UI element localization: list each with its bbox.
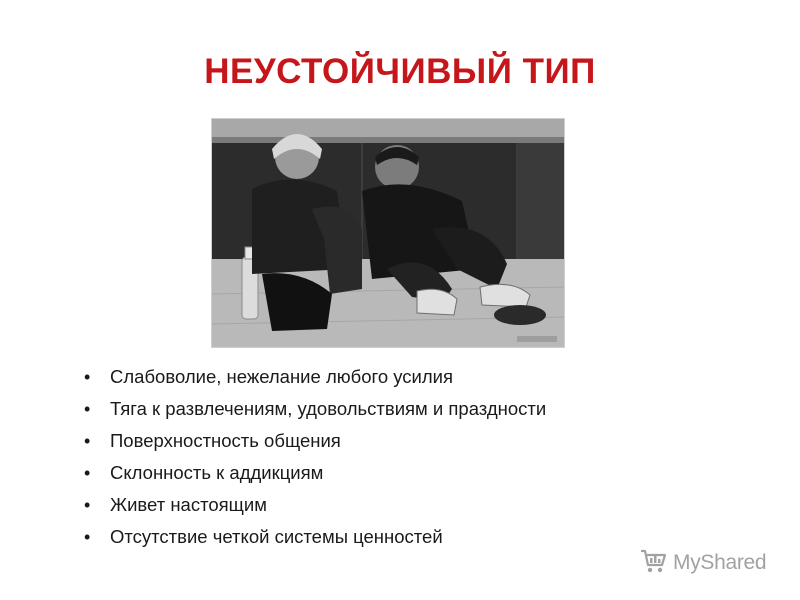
cart-chart-icon	[639, 547, 667, 580]
bullet-marker: •	[84, 495, 91, 515]
slide-photo	[211, 118, 565, 348]
bullet-marker: •	[84, 399, 91, 419]
bullet-text: Тяга к развлечениям, удовольствиям и праздности	[110, 398, 547, 419]
watermark-text: MyShared	[673, 551, 767, 574]
bullet-text: Поверхностность общения	[110, 430, 341, 451]
bullet-marker: •	[84, 367, 91, 387]
watermark	[639, 545, 766, 581]
bullet-marker: •	[84, 431, 91, 451]
bullet-text: Слабоволие, нежелание любого усилия	[110, 366, 454, 387]
bullet-text: Склонность к аддикциям	[110, 462, 324, 483]
bullet-text: Отсутствие четкой системы ценностей	[110, 526, 443, 547]
slide-title: НЕУСТОЙЧИВЫЙ ТИП	[204, 52, 596, 91]
bullet-marker: •	[84, 527, 91, 547]
bullet-text: Живет настоящим	[110, 494, 267, 515]
bullet-marker: •	[84, 463, 91, 483]
